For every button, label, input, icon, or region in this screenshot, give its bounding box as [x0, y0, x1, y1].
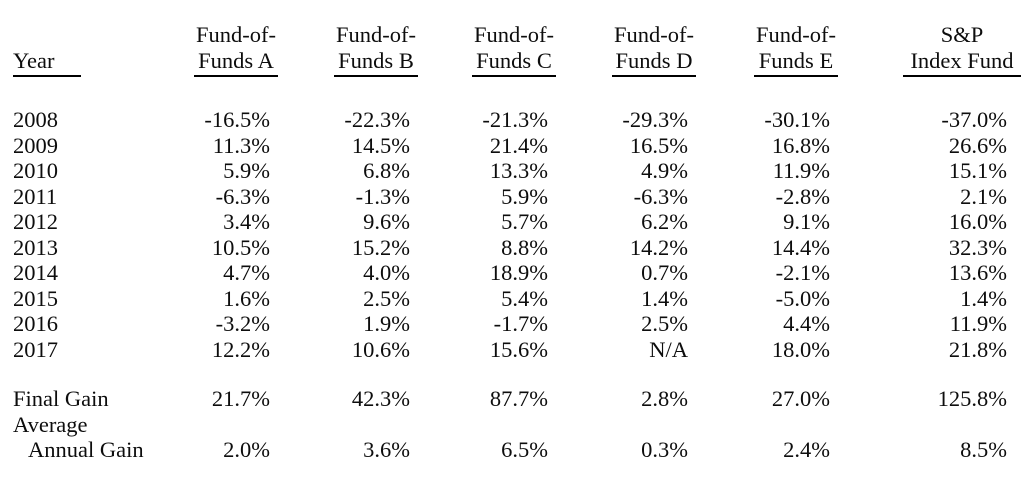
header-year — [0, 22, 130, 77]
table-header — [0, 22, 1014, 77]
value-cell: 1.6% — [223, 285, 270, 311]
value-cell: 16.0% — [948, 209, 1007, 234]
header-line1: S&P — [940, 22, 984, 47]
year-cell: 2017 — [13, 336, 58, 362]
value-cell: 21.4% — [489, 132, 548, 158]
value-cell: -29.3% — [622, 107, 688, 132]
value-cell: 18.0% — [771, 336, 830, 362]
value-cell: N/A — [649, 336, 688, 362]
value-cell: -22.3% — [344, 107, 410, 132]
value-cell: 15.6% — [489, 336, 548, 362]
final-gain-label: Final Gain — [13, 386, 109, 411]
value-cell: 1.4% — [641, 285, 688, 311]
table-row — [0, 260, 1009, 286]
final-gain-value: 125.8% — [937, 386, 1007, 411]
value-cell: 6.2% — [641, 209, 688, 234]
value-cell: 8.8% — [501, 234, 548, 260]
year-cell: 2015 — [13, 285, 58, 311]
header-line2: Funds C — [476, 47, 552, 73]
year-cell: 2012 — [13, 209, 58, 234]
average-label-row — [0, 412, 1009, 438]
final-gain-value: 27.0% — [771, 386, 830, 411]
table-row — [0, 311, 1009, 337]
value-cell: 10.6% — [351, 336, 410, 362]
header-fund-c — [412, 22, 554, 77]
value-cell: 0.7% — [641, 260, 688, 285]
value-cell: 4.0% — [363, 260, 410, 285]
year-cell: 2014 — [13, 260, 58, 285]
value-cell: 9.6% — [363, 209, 410, 234]
final-gain-value: 42.3% — [351, 386, 410, 411]
table-row — [0, 107, 1009, 133]
value-cell: 5.7% — [501, 209, 548, 234]
table-row — [0, 158, 1009, 184]
final-gain-value: 21.7% — [211, 386, 270, 411]
value-cell: -1.7% — [493, 311, 548, 336]
value-cell: 14.2% — [629, 234, 688, 260]
average-label: Average — [13, 411, 88, 437]
value-cell: 5.4% — [501, 285, 548, 311]
value-cell: 18.9% — [489, 260, 548, 285]
value-cell: 11.9% — [949, 311, 1007, 336]
header-line1: Fund-of- — [614, 22, 694, 47]
year-cell: 2010 — [13, 158, 58, 183]
value-cell: 32.3% — [948, 234, 1007, 260]
value-cell: 16.5% — [629, 132, 688, 158]
value-cell: -1.3% — [355, 183, 410, 209]
table-row — [0, 209, 1009, 235]
value-cell: -6.3% — [215, 183, 270, 209]
annual-gain-row — [0, 437, 1009, 463]
table-row — [0, 235, 1009, 261]
table-row — [0, 133, 1009, 159]
annual-gain-value: 2.4% — [783, 437, 830, 462]
table-row — [0, 184, 1009, 210]
value-cell: 1.9% — [363, 311, 410, 336]
summary-rows — [0, 362, 1009, 463]
header-line1: Fund-of- — [756, 22, 836, 47]
annual-gain-label: Annual Gain — [28, 437, 144, 462]
value-cell: -3.2% — [215, 311, 270, 336]
value-cell: 21.8% — [948, 336, 1007, 362]
year-cell: 2013 — [13, 234, 58, 260]
value-cell: 15.1% — [948, 158, 1007, 183]
header-line2: Funds E — [758, 47, 834, 73]
header-line2: Funds D — [615, 47, 693, 73]
header-year-label — [13, 48, 81, 78]
value-cell: -37.0% — [941, 107, 1007, 132]
annual-gain-value: 0.3% — [641, 437, 688, 462]
value-cell: 16.8% — [771, 132, 830, 158]
value-cell: 13.6% — [948, 260, 1007, 285]
value-cell: 4.9% — [641, 158, 688, 183]
value-cell: 2.5% — [641, 311, 688, 336]
value-cell: 13.3% — [489, 158, 548, 183]
header-sp-index — [832, 22, 1014, 77]
header-line2: Funds A — [198, 47, 274, 73]
header-fund-e — [690, 22, 836, 77]
value-cell: 4.4% — [783, 311, 830, 336]
value-cell: -21.3% — [482, 107, 548, 132]
value-cell: 15.2% — [351, 234, 410, 260]
final-gain-row — [0, 386, 1009, 412]
header-fund-a — [130, 22, 276, 77]
value-cell: 12.2% — [211, 336, 270, 362]
header-line2: Funds B — [338, 47, 414, 73]
year-cell: 2008 — [13, 107, 58, 132]
value-cell: 3.4% — [223, 209, 270, 234]
annual-gain-value: 3.6% — [363, 437, 410, 462]
table-row — [0, 337, 1009, 363]
fund-performance-table — [0, 22, 1014, 463]
value-cell: 1.4% — [960, 285, 1007, 311]
value-cell: 10.5% — [211, 234, 270, 260]
value-cell: -6.3% — [633, 183, 688, 209]
header-line1: Fund-of- — [474, 22, 554, 47]
value-cell: 5.9% — [501, 183, 548, 209]
document-page — [0, 22, 1024, 477]
year-rows — [0, 77, 1009, 362]
value-cell: 2.1% — [960, 183, 1007, 209]
value-cell: 11.9% — [772, 158, 830, 183]
value-cell: 4.7% — [223, 260, 270, 285]
value-cell: 2.5% — [363, 285, 410, 311]
year-cell: 2009 — [13, 132, 58, 158]
annual-gain-value: 2.0% — [223, 437, 270, 462]
final-gain-value: 87.7% — [489, 386, 548, 411]
annual-gain-value: 8.5% — [960, 437, 1007, 462]
header-fund-d — [550, 22, 694, 77]
table-row — [0, 286, 1009, 312]
header-fund-b — [272, 22, 416, 77]
year-cell: 2016 — [13, 311, 58, 336]
value-cell: 5.9% — [223, 158, 270, 183]
value-cell: 9.1% — [783, 209, 830, 234]
value-cell: -16.5% — [204, 107, 270, 132]
value-cell: -5.0% — [775, 285, 830, 311]
value-cell: -30.1% — [764, 107, 830, 132]
spacer-row — [0, 362, 1009, 386]
value-cell: 26.6% — [948, 132, 1007, 158]
value-cell: 14.5% — [351, 132, 410, 158]
header-line2: Year — [13, 47, 55, 73]
spacer-row — [0, 77, 1009, 107]
header-line2: Index Fund — [910, 47, 1014, 73]
value-cell: -2.1% — [775, 260, 830, 285]
value-cell: 14.4% — [771, 234, 830, 260]
header-line1: Fund-of- — [336, 22, 416, 47]
header-line1: Fund-of- — [196, 22, 276, 47]
final-gain-value: 2.8% — [641, 386, 688, 411]
header-row — [0, 22, 1009, 77]
value-cell: -2.8% — [775, 183, 830, 209]
value-cell: 11.3% — [212, 132, 270, 158]
year-cell: 2011 — [13, 183, 58, 209]
value-cell: 6.8% — [363, 158, 410, 183]
annual-gain-value: 6.5% — [501, 437, 548, 462]
